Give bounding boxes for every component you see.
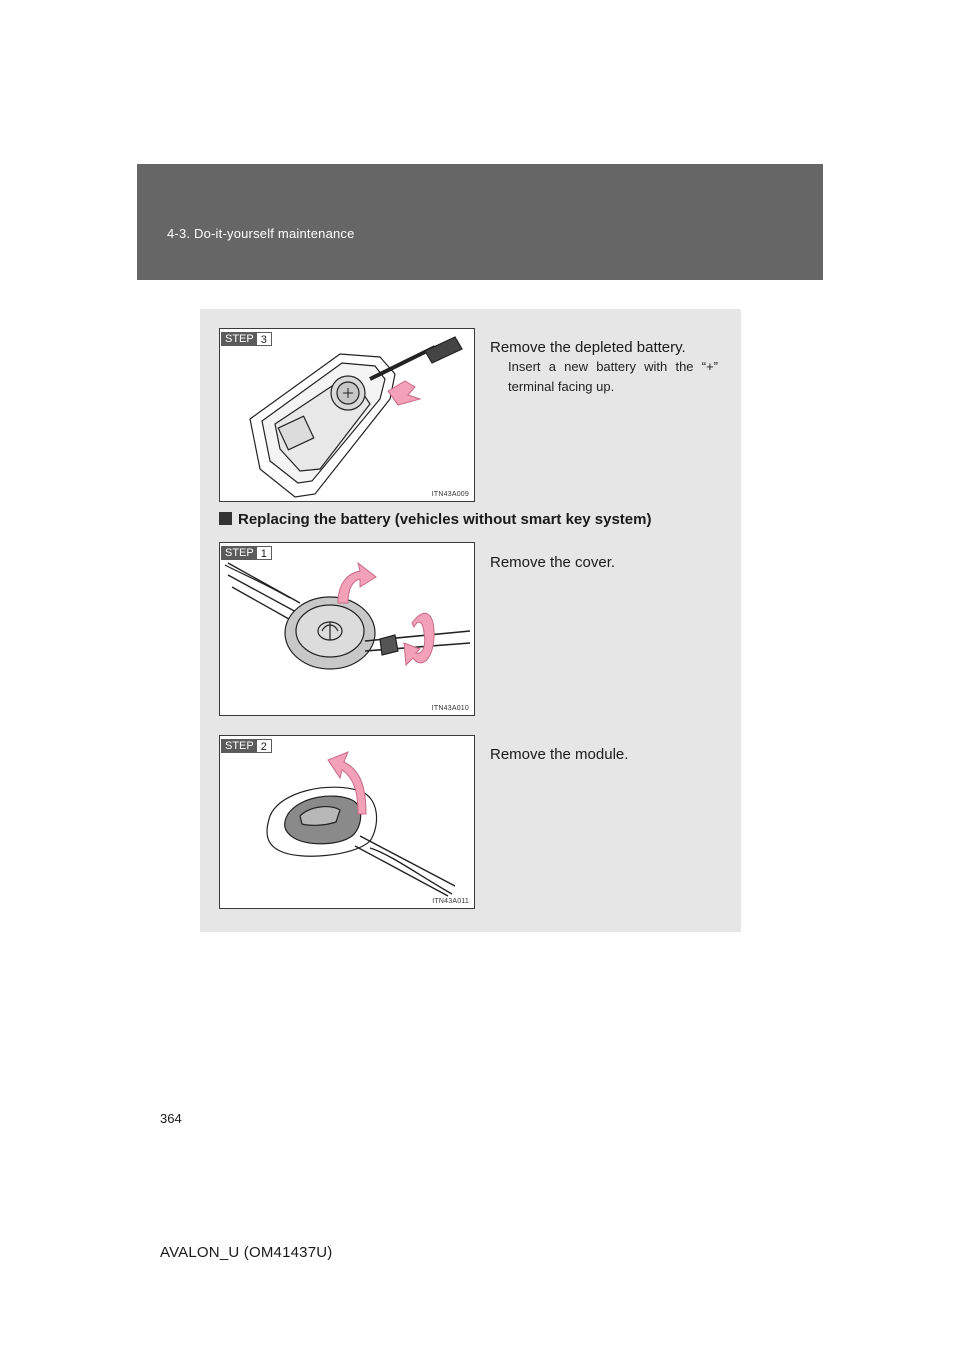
step-badge-number: 3	[256, 332, 272, 346]
step-badge-number: 2	[256, 739, 272, 753]
section-title: 4-3. Do-it-yourself maintenance	[167, 226, 355, 241]
step-badge-number: 1	[256, 546, 272, 560]
smart-key-battery-illustration	[220, 329, 474, 501]
document-code: AVALON_U (OM41437U)	[160, 1244, 333, 1261]
page-number: 364	[160, 1111, 182, 1126]
figure-code: ITN43A011	[432, 898, 469, 905]
step-badge-label: STEP	[221, 332, 257, 346]
figure-code: ITN43A009	[431, 491, 469, 498]
step-instruction: Remove the module.	[490, 746, 629, 763]
figure-remove-cover	[219, 542, 475, 716]
figure-remove-module	[219, 735, 475, 909]
step-instruction: Remove the depleted battery.	[490, 339, 686, 356]
square-bullet-icon	[219, 512, 232, 525]
figure-code: ITN43A010	[431, 705, 469, 712]
key-cover-illustration	[220, 543, 474, 715]
step-instruction: Remove the cover.	[490, 554, 616, 571]
step-note: Insert a new battery with the “+” terminal facing up.	[508, 359, 718, 394]
section-header-bar	[137, 164, 823, 280]
step-badge-label: STEP	[221, 546, 257, 560]
step-badge	[221, 546, 272, 560]
section-heading	[219, 511, 651, 528]
figure-remove-battery	[219, 328, 475, 502]
step-badge-label: STEP	[221, 739, 257, 753]
key-module-illustration	[220, 736, 474, 908]
step-badge	[221, 332, 272, 346]
step-badge	[221, 739, 272, 753]
section-heading-text: Replacing the battery (vehicles without smart key system)	[238, 511, 652, 528]
